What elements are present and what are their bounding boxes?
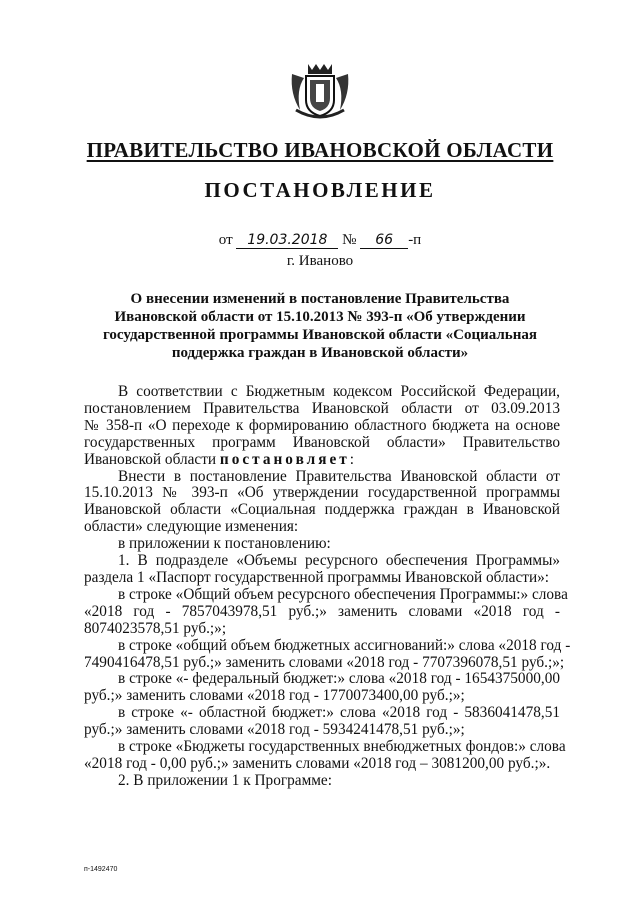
document-number: 66	[360, 233, 408, 249]
document-code: п-1492470	[84, 866, 118, 873]
heading-line: О внесении изменений в постановление Правительства	[130, 291, 510, 307]
body-line: в приложении к постановлению:	[118, 535, 331, 553]
body-line: в строке «Общий объем ресурсного обеспечения Программы:» слова	[118, 585, 568, 603]
date-number-line	[0, 232, 640, 249]
number-suffix: -п	[408, 232, 422, 248]
coat-of-arms-icon	[288, 60, 352, 122]
body-line: в строке «общий объем бюджетных ассигнований:» слова «2018 год -	[118, 636, 571, 654]
body-line: «2018 год - 7857043978,51 руб.;» заменить словами «2018 год -	[84, 602, 560, 620]
body-line: постановлением Правительства Ивановской области от 03.09.2013	[84, 399, 560, 417]
body-line: 15.10.2013 № 393-п «Об утверждении государственной программы	[84, 484, 560, 502]
body-line: «2018 год - 0,00 руб.;» заменить словами «2018 год – 3081200,00 руб.;».	[84, 754, 551, 772]
body-line: раздела 1 «Паспорт государственной программы Ивановской области»:	[84, 568, 550, 586]
heading-line: Ивановской области от 15.10.2013 № 393-п «Об утверждении	[114, 309, 526, 325]
document-date: 19.03.2018	[236, 233, 338, 249]
body-line: 2. В приложении 1 к Программе:	[118, 771, 332, 789]
body-line: в строке «Бюджеты государственных внебюджетных фондов:» слова	[118, 738, 566, 756]
city: г. Иваново	[286, 253, 354, 269]
body-line: 1. В подразделе «Объемы ресурсного обеспечения Программы»	[118, 552, 560, 570]
document-type: ПОСТАНОВЛЕНИЕ	[204, 178, 436, 202]
body-line: руб.;» заменить словами «2018 год - 1770073400,00 руб.;»;	[84, 687, 465, 705]
heading-line: поддержка граждан в Ивановской области»	[171, 345, 469, 361]
number-prefix: №	[342, 232, 357, 248]
heading-line: государственной программы Ивановской области «Социальная	[102, 327, 537, 343]
document-body	[84, 383, 571, 790]
body-line: № 358-п «О переходе к формированию областного бюджета на основе	[84, 416, 560, 434]
government-name: ПРАВИТЕЛЬСТВО ИВАНОВСКОЙ ОБЛАСТИ	[86, 138, 554, 162]
date-prefix: от	[218, 232, 233, 248]
body-line: 8074023578,51 руб.;»;	[84, 619, 227, 637]
body-line: области» следующие изменения:	[84, 518, 299, 536]
body-line: В соответствии с Бюджетным кодексом Российской Федерации,	[118, 383, 560, 400]
body-line: государственных программ Ивановской области» Правительство	[84, 433, 560, 451]
body-line: Ивановской области постановляет:	[84, 450, 355, 468]
body-line: руб.;» заменить словами «2018 год - 5934241478,51 руб.;»;	[84, 721, 465, 739]
document-heading	[90, 290, 550, 362]
decree-verb: постановляет	[219, 450, 350, 468]
body-line: Ивановской области «Социальная поддержка граждан в Ивановской	[84, 501, 560, 519]
body-line: Внести в постановление Правительства Ивановской области от	[118, 467, 560, 485]
body-line: в строке «- федеральный бюджет:» слова «2018 год - 1654375000,00	[118, 670, 560, 688]
body-line: 7490416478,51 руб.;» заменить словами «2018 год - 7707396078,51 руб.;»;	[84, 653, 565, 671]
body-text: Ивановской области	[84, 450, 217, 468]
body-line: в строке «- областной бюджет:» слова «2018 год - 5836041478,51	[118, 704, 560, 722]
